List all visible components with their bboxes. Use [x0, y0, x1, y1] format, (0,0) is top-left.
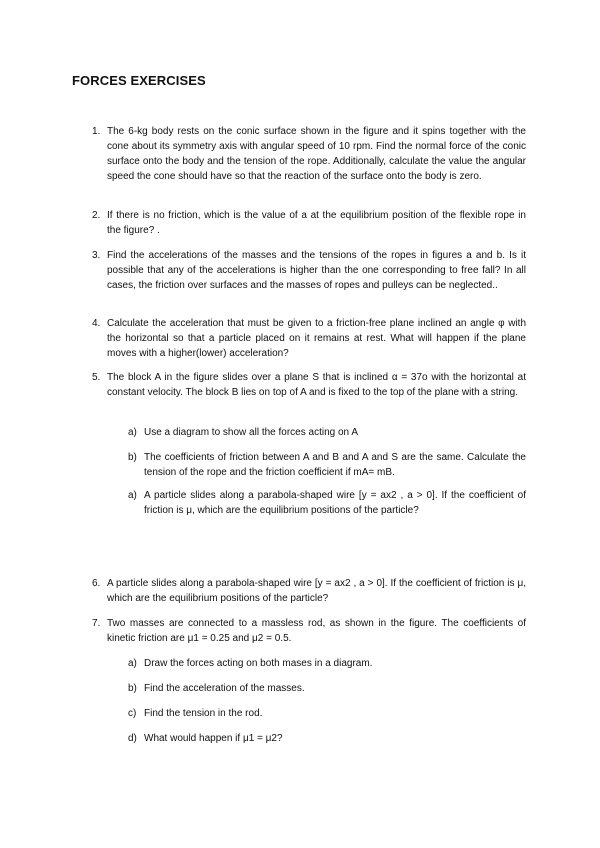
question-2: [92, 208, 526, 238]
subitem-label: d): [128, 733, 137, 744]
subitem-text: The coefficients of friction between A and B and A and S are the same. Calculate the tension of the rope and the friction coefficient if mA= mB.: [144, 452, 526, 478]
question-text: A particle slides along a parabola-shaped wire [y = ax2 , a > 0]. If the coefficient of friction is μ, which are the equilibrium positions of the particle?: [107, 578, 526, 604]
question-text: Find the accelerations of the masses and the tensions of the ropes in figures a and b. Is it possible that any of the accelerations is higher than the one corresponding to free fall? In all cases, the friction over surfaces and the masses of ropes and pulleys can be neglected..: [107, 250, 526, 291]
question-number: 1.: [92, 126, 101, 137]
question-7-subitem-c: [128, 706, 526, 721]
subitem-text: Draw the forces acting on both mases in a diagram.: [144, 658, 373, 669]
subitem-label: a): [128, 490, 137, 501]
question-5-subitem-a2: [128, 488, 526, 518]
question-text: If there is no friction, which is the value of a at the equilibrium position of the flexible rope in the figure? .: [107, 210, 526, 236]
question-text: The 6-kg body rests on the conic surface shown in the figure and it spins together with the cone about its symmetry axis with angular speed of 10 rpm. Find the normal force of the conic surface onto the body and the tension of the rope. Additionally, calculate the value the angular speed the cone should have so that the reaction of the surface onto the body is zero.: [107, 126, 526, 182]
question-number: 6.: [92, 578, 101, 589]
subitem-label: b): [128, 683, 137, 694]
question-number: 2.: [92, 210, 101, 221]
question-text: Calculate the acceleration that must be given to a friction-free plane inclined an angle φ with the horizontal so that a particle placed on it remains at rest. What will happen if the plane moves with a higher(lower) acceleration?: [107, 318, 526, 359]
subitem-text: Find the acceleration of the masses.: [144, 683, 305, 694]
question-1: [92, 124, 526, 184]
subitem-text: Use a diagram to show all the forces acting on A: [144, 427, 359, 438]
question-3: [92, 248, 526, 293]
subitem-label: b): [128, 452, 137, 463]
question-7-subitem-d: [128, 731, 526, 746]
question-7: [92, 616, 526, 646]
question-5-subitem-b: [128, 450, 526, 480]
subitem-text: Find the tension in the rod.: [144, 708, 263, 719]
question-7-subitem-b: [128, 681, 526, 696]
subitem-text: What would happen if μ1 = μ2?: [144, 733, 283, 744]
subitem-label: a): [128, 658, 137, 669]
question-number: 3.: [92, 250, 101, 261]
question-5: [92, 370, 526, 400]
subitem-text: A particle slides along a parabola-shaped wire [y = ax2 , a > 0]. If the coefficient of friction is μ, which are the equilibrium positions of the particle?: [144, 490, 526, 516]
subitem-label: c): [128, 708, 137, 719]
question-7-subitem-a: [128, 656, 526, 671]
question-4: [92, 316, 526, 361]
question-text: Two masses are connected to a massless rod, as shown in the figure. The coefficients of kinetic friction are μ1 = 0.25 and μ2 = 0.5.: [107, 618, 526, 644]
page-title: FORCES EXERCISES: [72, 73, 206, 88]
question-number: 5.: [92, 372, 101, 383]
subitem-label: a): [128, 427, 137, 438]
question-5-subitem-a: [128, 425, 526, 440]
question-number: 7.: [92, 618, 101, 629]
question-text: The block A in the figure slides over a plane S that is inclined α = 37o with the horizontal at constant velocity. The block B lies on top of A and is fixed to the top of the plane with a string.: [107, 372, 526, 398]
question-6: [92, 576, 526, 606]
question-number: 4.: [92, 318, 101, 329]
